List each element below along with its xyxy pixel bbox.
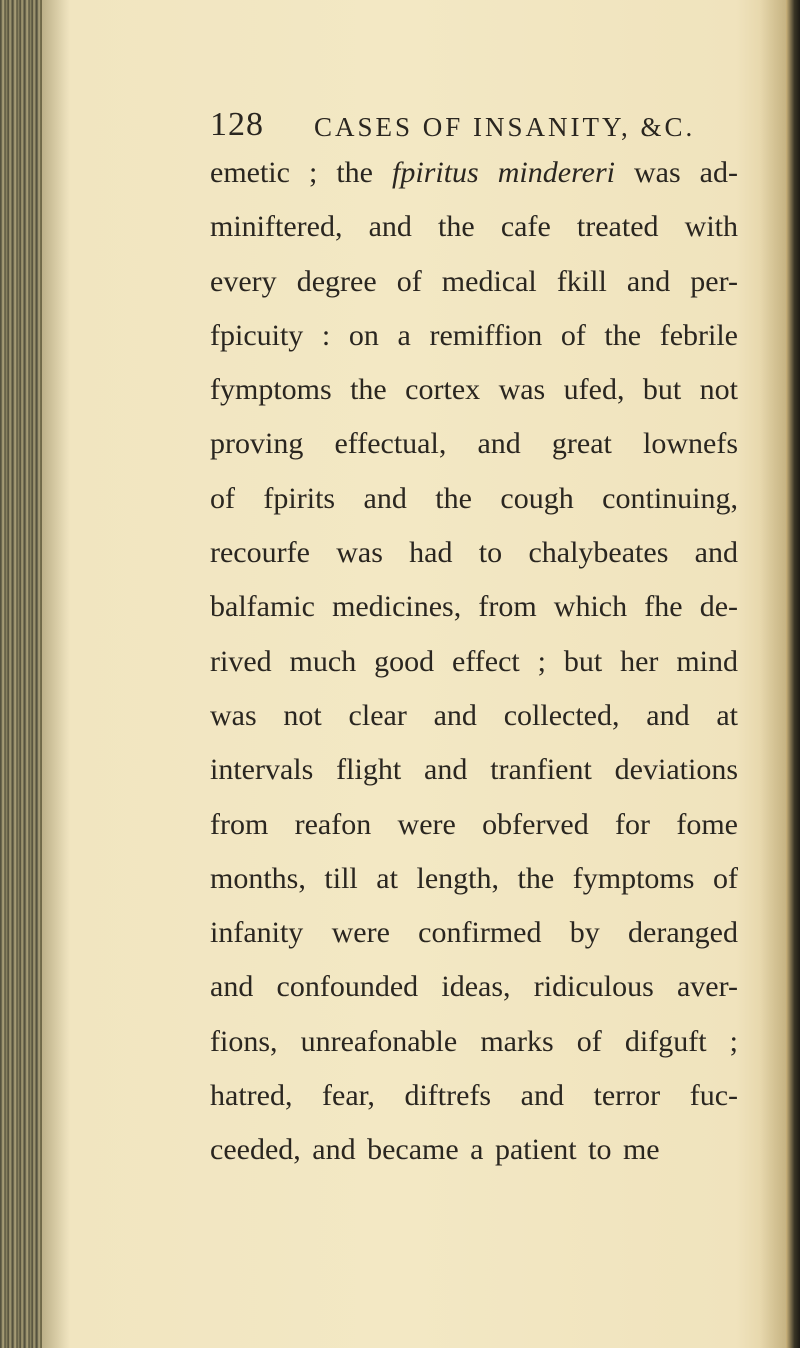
text-line: emetic ; the fpiritus mindereri was ad- — [210, 156, 738, 189]
text-line: proving effectual, and great lownefs — [210, 427, 738, 461]
text-line: fymptoms the cortex was ufed, but not — [210, 373, 738, 407]
text-line: of fpirits and the cough continuing, — [210, 481, 738, 515]
text-line: intervals flight and tranfient deviations — [210, 753, 738, 787]
text-line: recourfe was had to chalybeates and — [210, 536, 738, 570]
page-edge-shadow — [760, 0, 786, 1348]
text-line: fions, unreafonable marks of difguft ; — [210, 1024, 738, 1058]
book-binding-gutter — [0, 0, 42, 1348]
text-line: every degree of medical fkill and per- — [210, 264, 738, 298]
gutter-shadow — [40, 0, 70, 1348]
page-header — [210, 106, 730, 146]
text-line: miniftered, and the cafe treated with — [210, 210, 738, 244]
text-line: from reafon were obferved for fome — [210, 807, 738, 841]
text-line: ceeded, and became a patient to me — [210, 1133, 660, 1167]
body-text — [210, 146, 738, 1178]
text-line: hatred, fear, diftrefs and terror fuc- — [210, 1079, 738, 1113]
text-line: was not clear and collected, and at — [210, 698, 738, 732]
text-line: and confounded ideas, ridiculous aver- — [210, 970, 738, 1004]
text-line: months, till at length, the fymptoms of — [210, 861, 738, 895]
latin-term: fpiritus mindereri — [392, 156, 615, 189]
page-number: 128 — [210, 106, 264, 143]
text-line: balfamic medicines, from which fhe de- — [210, 590, 738, 624]
text-line: infanity were confirmed by deranged — [210, 916, 738, 950]
running-title: CASES OF INSANITY, &C. — [314, 112, 696, 142]
page-edge — [786, 0, 800, 1348]
text-line: rived much good effect ; but her mind — [210, 644, 738, 678]
text-line: fpicuity : on a remiffion of the febrile — [210, 318, 738, 352]
